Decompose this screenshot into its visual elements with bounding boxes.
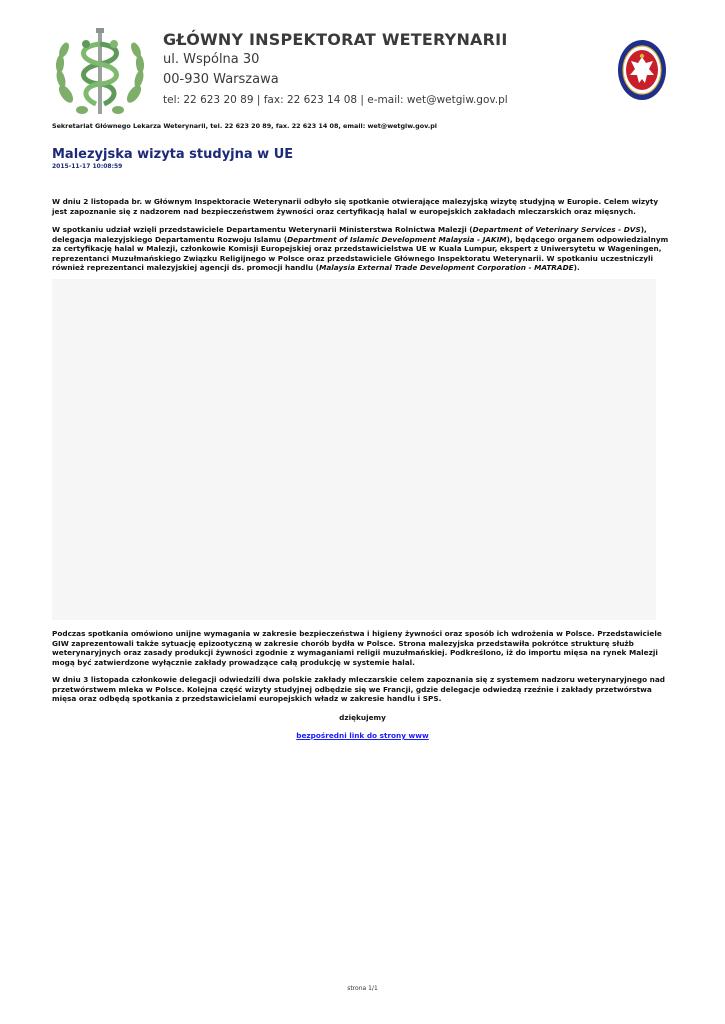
paragraph-text: ), delegacja malezyjskiego Departamentu Rozwoju Islamu (	[52, 225, 647, 244]
article-image-placeholder	[52, 279, 656, 620]
paragraph-text: ), będącego organem odpowiedzialnym za certyfikację halal w Malezji, członkowie Komisji Europejskiej oraz przedstawicielstwa UE w Kuala Lumpur, ekspert z Uniwersytetu w Wageningen, reprezentanci Muzułmańskiego Związku Religijnego w Polsce oraz przedstawiciele Głównego Inspektoratu Weterynarii. W spotkaniu uczestniczyli również reprezentanci malezyjskiej agencji ds. promocji handlu (	[52, 234, 669, 272]
contact-line: tel: 22 623 20 89 | fax: 22 623 14 08 | e-mail: wet@wetgiw.gov.pl	[163, 94, 508, 106]
paragraph-text: ).	[573, 263, 580, 272]
street-address: ul. Wspólna 30	[163, 52, 260, 67]
article-title: Malezyjska wizyta studyjna w UE	[52, 147, 294, 162]
article-paragraph-1: W dniu 2 listopada br. w Głównym Inspektoracie Weterynarii odbyło się spotkanie otwierające malezyjską wizytę studyjną w Europie. Celem wizyty jest zapoznanie się z nadzorem nad bezpieczeństwem żywności oraz certyfikacją halal w europejskich zakładach mleczarskich oraz mięsnych.	[52, 197, 659, 216]
institution-name: GŁÓWNY INSPEKTORAT WETERYNARII	[163, 30, 508, 49]
secretariat-contact: Sekretariat Głównego Lekarza Weterynarii, tel. 22 623 20 89, fax. 22 623 14 08, email: wet@wetgiw.gov.pl	[52, 122, 437, 130]
thanks-text: dziękujemy	[339, 713, 386, 722]
header-address-block	[163, 30, 508, 110]
article-paragraph-2	[52, 225, 674, 273]
article-date: 2015-11-17 10:08:59	[52, 163, 123, 170]
page-number: strona 1/1	[347, 985, 378, 992]
article-paragraph-3: Podczas spotkania omówiono unijne wymagania w zakresie bezpieczeństwa i higieny żywności oraz sposób ich wdrożenia w Polsce. Przedstawiciele GIW zaprezentowali także sytuację epizootyczną w zakresie chorób bydła w Polsce. Strona malezyjska przedstawiła pokrótce strukturę służb weterynaryjnych oraz zasady produkcji żywności zgodnie z wymaganiami religii muzułmańskiej. Podkreślono, iż do importu mięsa na rynek Malezji mogą być zatwierdzone wyłącznie zakłady prowadzące całą produkcję w systemie halal.	[52, 629, 662, 667]
agency-name-dvs: Department of Veterinary Services - DVS	[472, 225, 641, 234]
city-address: 00-930 Warszawa	[163, 72, 279, 87]
inspection-seal-icon	[617, 39, 667, 101]
direct-link[interactable]: bezpośredni link do strony www	[296, 731, 429, 740]
caduceus-logo-icon	[52, 24, 148, 120]
paragraph-text: W spotkaniu udział wzięli przedstawiciele Departamentu Weterynarii Ministerstwa Rolnictwa Malezji (	[52, 225, 473, 234]
agency-name-matrade: Malaysia External Trade Development Corporation - MATRADE	[319, 263, 574, 272]
article-paragraph-4: W dniu 3 listopada członkowie delegacji odwiedzili dwa polskie zakłady mleczarskie celem zapoznania się z systemem nadzoru weterynaryjnego nad przetwórstwem mleka w Polsce. Kolejna część wizyty studyjnej odbędzie się we Francji, gdzie delegacje odwiedzą rzeźnie i zakłady przetwórstwa mięsa oraz odbędą spotkania z przedstawicielami europejskich władz w zakresie handlu i SPS.	[52, 675, 666, 703]
agency-name-jakim: Department of Islamic Development Malaysia - JAKIM	[287, 234, 507, 244]
